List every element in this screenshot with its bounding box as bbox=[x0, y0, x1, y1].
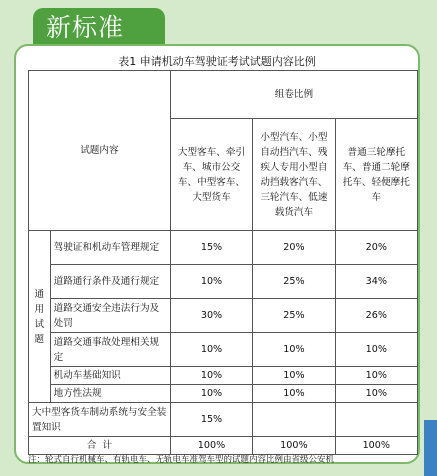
table-row bbox=[29, 385, 418, 403]
table-row bbox=[29, 231, 418, 265]
table-row bbox=[29, 299, 418, 333]
table-cell: 15% bbox=[170, 403, 252, 437]
total-row bbox=[29, 437, 418, 455]
column-header: 大型客车、牵引车、城市公交车、中型客车、大型货车 bbox=[170, 119, 252, 231]
table-cell: 20% bbox=[335, 231, 417, 265]
general-questions-label bbox=[29, 231, 51, 403]
table-note: 注：轮式自行机械车、有轨电车、无轨电车准驾车型的试题内容比例由省级公安机 bbox=[28, 455, 335, 465]
row-label: 大中型客货车制动系统与安全装置知识 bbox=[29, 403, 171, 437]
table-caption: 表1 申请机动车驾驶证考试试题内容比例 bbox=[118, 55, 316, 68]
table-cell: 10% bbox=[335, 367, 417, 385]
corner-header: 试题内容 bbox=[29, 71, 171, 231]
table-cell: 10% bbox=[170, 385, 252, 403]
table-cell: 100% bbox=[335, 437, 417, 455]
group-header: 组卷比例 bbox=[170, 71, 417, 119]
table-cell: 30% bbox=[170, 299, 252, 333]
group-header-row bbox=[29, 71, 418, 119]
row-label: 驾驶证和机动车管理规定 bbox=[50, 231, 170, 265]
table-card bbox=[14, 44, 420, 464]
table-cell bbox=[253, 403, 335, 437]
column-header: 小型汽车、小型自动挡汽车、残疾人专用小型自动挡载客汽车、三轮汽车、低速载货汽车 bbox=[253, 119, 335, 231]
row-label: 机动车基础知识 bbox=[50, 367, 170, 385]
side-stripe bbox=[424, 420, 437, 476]
table-cell bbox=[335, 403, 417, 437]
table-cell: 34% bbox=[335, 265, 417, 299]
table-row bbox=[29, 403, 418, 437]
exam-ratio-table bbox=[28, 70, 418, 455]
table-cell: 15% bbox=[170, 231, 252, 265]
row-label: 道路通行条件及通行规定 bbox=[50, 265, 170, 299]
general-label-char: 题 bbox=[34, 333, 45, 345]
row-label: 地方性法规 bbox=[50, 385, 170, 403]
section-title: 新标准 bbox=[46, 13, 125, 42]
general-label-char: 用 bbox=[34, 303, 45, 315]
table-cell: 10% bbox=[335, 385, 417, 403]
row-label: 道路交通安全违法行为及处罚 bbox=[50, 299, 170, 333]
table-row bbox=[29, 367, 418, 385]
table-cell: 10% bbox=[170, 265, 252, 299]
table-cell: 100% bbox=[253, 437, 335, 455]
total-label: 合 计 bbox=[29, 437, 171, 455]
table-cell: 10% bbox=[253, 385, 335, 403]
table-row bbox=[29, 265, 418, 299]
table-cell: 10% bbox=[335, 333, 417, 367]
table-cell: 10% bbox=[170, 367, 252, 385]
table-cell: 100% bbox=[170, 437, 252, 455]
general-label-char: 试 bbox=[34, 318, 45, 330]
table-cell: 20% bbox=[253, 231, 335, 265]
row-label: 道路交通事故处理相关规定 bbox=[50, 333, 170, 367]
table-cell: 10% bbox=[253, 367, 335, 385]
table-cell: 26% bbox=[335, 299, 417, 333]
table-cell: 25% bbox=[253, 265, 335, 299]
table-cell: 25% bbox=[253, 299, 335, 333]
table-row bbox=[29, 333, 418, 367]
general-label-char: 通 bbox=[34, 288, 45, 300]
table-cell: 10% bbox=[253, 333, 335, 367]
column-header: 普通三轮摩托车、普通二轮摩托车、轻便摩托车 bbox=[335, 119, 417, 231]
table-cell: 10% bbox=[170, 333, 252, 367]
